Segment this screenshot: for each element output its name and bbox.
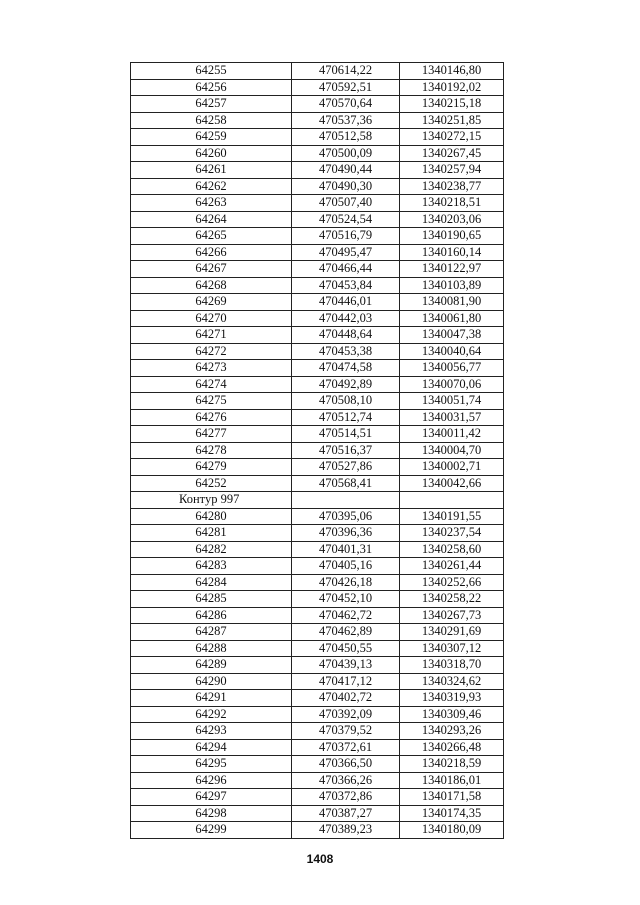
point-number-cell: 64263	[131, 195, 292, 212]
y-coordinate-cell: 1340031,57	[400, 409, 504, 426]
x-coordinate-cell: 470568,41	[292, 475, 400, 492]
table-row	[131, 211, 504, 228]
x-coordinate-cell: 470396,36	[292, 525, 400, 542]
y-coordinate-cell: 1340218,51	[400, 195, 504, 212]
table-row	[131, 591, 504, 608]
table-row	[131, 475, 504, 492]
point-number-cell: 64255	[131, 63, 292, 80]
table-row	[131, 508, 504, 525]
y-coordinate-cell: 1340291,69	[400, 624, 504, 641]
x-coordinate-cell: 470495,47	[292, 244, 400, 261]
table-row	[131, 442, 504, 459]
y-coordinate-cell: 1340146,80	[400, 63, 504, 80]
point-number-cell: 64298	[131, 805, 292, 822]
y-coordinate-cell: 1340047,38	[400, 327, 504, 344]
x-coordinate-cell: 470537,36	[292, 112, 400, 129]
table-row	[131, 525, 504, 542]
y-coordinate-cell: 1340266,48	[400, 739, 504, 756]
x-coordinate-cell: 470474,58	[292, 360, 400, 377]
x-coordinate-cell: 470490,30	[292, 178, 400, 195]
x-coordinate-cell: 470492,89	[292, 376, 400, 393]
table-row	[131, 805, 504, 822]
point-number-cell: 64261	[131, 162, 292, 179]
y-coordinate-cell: 1340061,80	[400, 310, 504, 327]
page-number: 1408	[306, 852, 334, 866]
x-coordinate-cell: 470500,09	[292, 145, 400, 162]
point-number-cell: 64252	[131, 475, 292, 492]
point-number-cell: 64295	[131, 756, 292, 773]
y-coordinate-cell: 1340237,54	[400, 525, 504, 542]
point-number-cell: 64259	[131, 129, 292, 146]
table-row	[131, 162, 504, 179]
x-coordinate-cell: 470387,27	[292, 805, 400, 822]
y-coordinate-cell: 1340307,12	[400, 640, 504, 657]
table-row	[131, 277, 504, 294]
x-coordinate-cell: 470389,23	[292, 822, 400, 839]
y-coordinate-cell: 1340309,46	[400, 706, 504, 723]
point-number-cell: 64269	[131, 294, 292, 311]
y-coordinate-cell: 1340011,42	[400, 426, 504, 443]
point-number-cell: 64291	[131, 690, 292, 707]
point-number-cell: 64264	[131, 211, 292, 228]
y-coordinate-cell: 1340267,45	[400, 145, 504, 162]
y-coordinate-cell: 1340122,97	[400, 261, 504, 278]
table-row	[131, 195, 504, 212]
point-number-cell: 64289	[131, 657, 292, 674]
table-row	[131, 343, 504, 360]
table-row	[131, 261, 504, 278]
table-row	[131, 624, 504, 641]
table-row	[131, 541, 504, 558]
point-number-cell: 64279	[131, 459, 292, 476]
table-row	[131, 178, 504, 195]
point-number-cell: 64284	[131, 574, 292, 591]
point-number-cell: 64287	[131, 624, 292, 641]
point-number-cell: 64262	[131, 178, 292, 195]
table-row	[131, 706, 504, 723]
table-row	[131, 772, 504, 789]
y-coordinate-cell: 1340272,15	[400, 129, 504, 146]
point-number-cell: 64296	[131, 772, 292, 789]
y-coordinate-cell: 1340002,71	[400, 459, 504, 476]
point-number-cell: 64282	[131, 541, 292, 558]
point-number-cell: 64256	[131, 79, 292, 96]
y-coordinate-cell: 1340186,01	[400, 772, 504, 789]
point-number-cell: 64260	[131, 145, 292, 162]
x-coordinate-cell: 470570,64	[292, 96, 400, 113]
point-number-cell: 64271	[131, 327, 292, 344]
y-coordinate-cell: 1340180,09	[400, 822, 504, 839]
table-row	[131, 96, 504, 113]
table-row	[131, 459, 504, 476]
table-row	[131, 393, 504, 410]
y-coordinate-cell: 1340160,14	[400, 244, 504, 261]
point-number-cell: 64278	[131, 442, 292, 459]
x-coordinate-cell	[292, 492, 400, 509]
point-number-cell: 64258	[131, 112, 292, 129]
x-coordinate-cell: 470392,09	[292, 706, 400, 723]
x-coordinate-cell: 470448,64	[292, 327, 400, 344]
point-number-cell: Контур 997	[131, 492, 292, 509]
table-row	[131, 79, 504, 96]
point-number-cell: 64272	[131, 343, 292, 360]
point-number-cell: 64294	[131, 739, 292, 756]
table-row	[131, 112, 504, 129]
table-row	[131, 739, 504, 756]
x-coordinate-cell: 470372,61	[292, 739, 400, 756]
point-number-cell: 64280	[131, 508, 292, 525]
point-number-cell: 64297	[131, 789, 292, 806]
table-row	[131, 294, 504, 311]
table-row	[131, 409, 504, 426]
x-coordinate-cell: 470426,18	[292, 574, 400, 591]
point-number-cell: 64274	[131, 376, 292, 393]
point-number-cell: 64267	[131, 261, 292, 278]
x-coordinate-cell: 470442,03	[292, 310, 400, 327]
x-coordinate-cell: 470512,74	[292, 409, 400, 426]
y-coordinate-cell: 1340171,58	[400, 789, 504, 806]
table-row	[131, 244, 504, 261]
y-coordinate-cell: 1340261,44	[400, 558, 504, 575]
point-number-cell: 64285	[131, 591, 292, 608]
y-coordinate-cell: 1340192,02	[400, 79, 504, 96]
x-coordinate-cell: 470466,44	[292, 261, 400, 278]
point-number-cell: 64288	[131, 640, 292, 657]
table-row	[131, 657, 504, 674]
x-coordinate-cell: 470592,51	[292, 79, 400, 96]
point-number-cell: 64268	[131, 277, 292, 294]
point-number-cell: 64299	[131, 822, 292, 839]
point-number-cell: 64273	[131, 360, 292, 377]
x-coordinate-cell: 470516,79	[292, 228, 400, 245]
y-coordinate-cell: 1340056,77	[400, 360, 504, 377]
table-row	[131, 756, 504, 773]
y-coordinate-cell: 1340238,77	[400, 178, 504, 195]
x-coordinate-cell: 470439,13	[292, 657, 400, 674]
table-row	[131, 360, 504, 377]
point-number-cell: 64293	[131, 723, 292, 740]
x-coordinate-cell: 470366,26	[292, 772, 400, 789]
y-coordinate-cell: 1340190,65	[400, 228, 504, 245]
y-coordinate-cell: 1340267,73	[400, 607, 504, 624]
table-row	[131, 426, 504, 443]
y-coordinate-cell: 1340103,89	[400, 277, 504, 294]
y-coordinate-cell: 1340215,18	[400, 96, 504, 113]
x-coordinate-cell: 470462,72	[292, 607, 400, 624]
y-coordinate-cell: 1340258,22	[400, 591, 504, 608]
x-coordinate-cell: 470452,10	[292, 591, 400, 608]
table-row	[131, 723, 504, 740]
y-coordinate-cell: 1340203,06	[400, 211, 504, 228]
x-coordinate-cell: 470446,01	[292, 294, 400, 311]
point-number-cell: 64292	[131, 706, 292, 723]
x-coordinate-cell: 470379,52	[292, 723, 400, 740]
coordinates-table	[130, 62, 504, 839]
x-coordinate-cell: 470512,58	[292, 129, 400, 146]
point-number-cell: 64257	[131, 96, 292, 113]
x-coordinate-cell: 470417,12	[292, 673, 400, 690]
table-body	[131, 63, 504, 839]
table-row	[131, 63, 504, 80]
x-coordinate-cell: 470524,54	[292, 211, 400, 228]
point-number-cell: 64290	[131, 673, 292, 690]
x-coordinate-cell: 470401,31	[292, 541, 400, 558]
x-coordinate-cell: 470514,51	[292, 426, 400, 443]
table-row	[131, 574, 504, 591]
y-coordinate-cell: 1340042,66	[400, 475, 504, 492]
y-coordinate-cell: 1340319,93	[400, 690, 504, 707]
x-coordinate-cell: 470453,38	[292, 343, 400, 360]
y-coordinate-cell: 1340218,59	[400, 756, 504, 773]
x-coordinate-cell: 470372,86	[292, 789, 400, 806]
table-row	[131, 789, 504, 806]
y-coordinate-cell: 1340051,74	[400, 393, 504, 410]
table-row	[131, 129, 504, 146]
point-number-cell: 64266	[131, 244, 292, 261]
y-coordinate-cell: 1340070,06	[400, 376, 504, 393]
x-coordinate-cell: 470614,22	[292, 63, 400, 80]
x-coordinate-cell: 470490,44	[292, 162, 400, 179]
section-row	[131, 492, 504, 509]
point-number-cell: 64277	[131, 426, 292, 443]
y-coordinate-cell: 1340258,60	[400, 541, 504, 558]
y-coordinate-cell: 1340293,26	[400, 723, 504, 740]
table-row	[131, 640, 504, 657]
x-coordinate-cell: 470395,06	[292, 508, 400, 525]
table-row	[131, 376, 504, 393]
x-coordinate-cell: 470507,40	[292, 195, 400, 212]
table-row	[131, 607, 504, 624]
y-coordinate-cell: 1340251,85	[400, 112, 504, 129]
x-coordinate-cell: 470366,50	[292, 756, 400, 773]
y-coordinate-cell	[400, 492, 504, 509]
x-coordinate-cell: 470402,72	[292, 690, 400, 707]
point-number-cell: 64286	[131, 607, 292, 624]
point-number-cell: 64281	[131, 525, 292, 542]
y-coordinate-cell: 1340081,90	[400, 294, 504, 311]
y-coordinate-cell: 1340257,94	[400, 162, 504, 179]
y-coordinate-cell: 1340318,70	[400, 657, 504, 674]
x-coordinate-cell: 470527,86	[292, 459, 400, 476]
table-row	[131, 558, 504, 575]
y-coordinate-cell: 1340040,64	[400, 343, 504, 360]
y-coordinate-cell: 1340174,35	[400, 805, 504, 822]
x-coordinate-cell: 470508,10	[292, 393, 400, 410]
table-row	[131, 310, 504, 327]
x-coordinate-cell: 470516,37	[292, 442, 400, 459]
x-coordinate-cell: 470405,16	[292, 558, 400, 575]
table-row	[131, 673, 504, 690]
table-row	[131, 690, 504, 707]
y-coordinate-cell: 1340191,55	[400, 508, 504, 525]
y-coordinate-cell: 1340004,70	[400, 442, 504, 459]
table-row	[131, 228, 504, 245]
point-number-cell: 64265	[131, 228, 292, 245]
x-coordinate-cell: 470450,55	[292, 640, 400, 657]
x-coordinate-cell: 470453,84	[292, 277, 400, 294]
table-row	[131, 145, 504, 162]
y-coordinate-cell: 1340324,62	[400, 673, 504, 690]
point-number-cell: 64275	[131, 393, 292, 410]
table-row	[131, 822, 504, 839]
table-row	[131, 327, 504, 344]
point-number-cell: 64270	[131, 310, 292, 327]
x-coordinate-cell: 470462,89	[292, 624, 400, 641]
point-number-cell: 64276	[131, 409, 292, 426]
y-coordinate-cell: 1340252,66	[400, 574, 504, 591]
point-number-cell: 64283	[131, 558, 292, 575]
